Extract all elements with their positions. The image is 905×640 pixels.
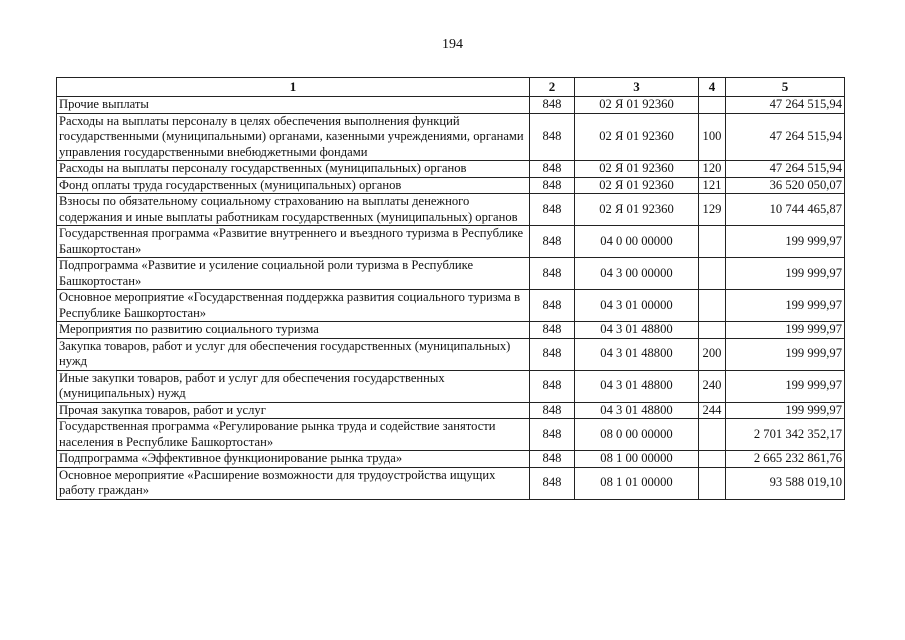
- row-name-cell: Подпрограмма «Развитие и усиление социальной роли туризма в Республике Башкортостан»: [57, 258, 530, 290]
- row-code-cell: 848: [530, 161, 575, 178]
- table-row: [57, 451, 845, 468]
- row-name-cell: Основное мероприятие «Государственная поддержка развития социального туризма в Республике Башкортостан»: [57, 290, 530, 322]
- row-amount-cell: 199 999,97: [726, 226, 845, 258]
- page-number: 194: [442, 37, 463, 52]
- row-code-cell: 848: [530, 322, 575, 339]
- row-section-cell: 04 3 01 00000: [575, 290, 699, 322]
- table-row: [57, 467, 845, 499]
- row-name-cell: Фонд оплаты труда государственных (муниципальных) органов: [57, 177, 530, 194]
- row-expense-type-cell: [699, 467, 726, 499]
- column-header-amount: 5: [726, 78, 845, 97]
- table-row: [57, 370, 845, 402]
- table-row: [57, 402, 845, 419]
- row-code-cell: 848: [530, 467, 575, 499]
- row-name-cell: Расходы на выплаты персоналу в целях обеспечения выполнения функций государственными (муниципальными) органами, казенными учреждениями, органами управления государственными внебюджетными фондами: [57, 113, 530, 161]
- row-name-cell: Прочая закупка товаров, работ и услуг: [57, 402, 530, 419]
- header-row: [57, 78, 845, 97]
- row-expense-type-cell: 120: [699, 161, 726, 178]
- column-header-expense-type: 4: [699, 78, 726, 97]
- row-name-cell: Прочие выплаты: [57, 97, 530, 114]
- table-row: [57, 258, 845, 290]
- row-code-cell: 848: [530, 451, 575, 468]
- row-amount-cell: 47 264 515,94: [726, 113, 845, 161]
- row-section-cell: 02 Я 01 92360: [575, 113, 699, 161]
- row-expense-type-cell: [699, 419, 726, 451]
- table-row: [57, 322, 845, 339]
- row-name-cell: Взносы по обязательному социальному страхованию на выплаты денежного содержания и иные выплаты работникам государственных (муниципальных) органов: [57, 194, 530, 226]
- table-row: [57, 338, 845, 370]
- row-name-cell: Государственная программа «Развитие внутреннего и въездного туризма в Республике Башкортостан»: [57, 226, 530, 258]
- row-section-cell: 04 3 01 48800: [575, 338, 699, 370]
- table-row: [57, 226, 845, 258]
- column-header-code: 2: [530, 78, 575, 97]
- row-expense-type-cell: [699, 226, 726, 258]
- row-code-cell: 848: [530, 194, 575, 226]
- row-section-cell: 04 3 00 00000: [575, 258, 699, 290]
- row-expense-type-cell: [699, 97, 726, 114]
- row-section-cell: 02 Я 01 92360: [575, 161, 699, 178]
- row-name-cell: Государственная программа «Регулирование рынка труда и содействие занятости населения в Республике Башкортостан»: [57, 419, 530, 451]
- row-section-cell: 02 Я 01 92360: [575, 194, 699, 226]
- row-code-cell: 848: [530, 258, 575, 290]
- table-row: [57, 194, 845, 226]
- row-expense-type-cell: 200: [699, 338, 726, 370]
- table-row: [57, 419, 845, 451]
- column-header-name: 1: [57, 78, 530, 97]
- row-name-cell: Расходы на выплаты персоналу государственных (муниципальных) органов: [57, 161, 530, 178]
- row-name-cell: Иные закупки товаров, работ и услуг для обеспечения государственных (муниципальных) нужд: [57, 370, 530, 402]
- row-amount-cell: 47 264 515,94: [726, 161, 845, 178]
- row-amount-cell: 2 701 342 352,17: [726, 419, 845, 451]
- row-amount-cell: 199 999,97: [726, 370, 845, 402]
- row-amount-cell: 36 520 050,07: [726, 177, 845, 194]
- table-row: [57, 290, 845, 322]
- row-code-cell: 848: [530, 402, 575, 419]
- row-amount-cell: 2 665 232 861,76: [726, 451, 845, 468]
- row-expense-type-cell: [699, 290, 726, 322]
- row-amount-cell: 10 744 465,87: [726, 194, 845, 226]
- row-section-cell: 04 3 01 48800: [575, 370, 699, 402]
- row-amount-cell: 93 588 019,10: [726, 467, 845, 499]
- row-section-cell: 02 Я 01 92360: [575, 177, 699, 194]
- row-code-cell: 848: [530, 97, 575, 114]
- row-expense-type-cell: 121: [699, 177, 726, 194]
- row-code-cell: 848: [530, 177, 575, 194]
- row-section-cell: 04 3 01 48800: [575, 402, 699, 419]
- row-amount-cell: 199 999,97: [726, 290, 845, 322]
- table-row: [57, 113, 845, 161]
- row-name-cell: Мероприятия по развитию социального туризма: [57, 322, 530, 339]
- row-section-cell: 08 0 00 00000: [575, 419, 699, 451]
- row-code-cell: 848: [530, 290, 575, 322]
- row-expense-type-cell: 244: [699, 402, 726, 419]
- row-name-cell: Закупка товаров, работ и услуг для обеспечения государственных (муниципальных) нужд: [57, 338, 530, 370]
- table-body: [57, 97, 845, 500]
- row-expense-type-cell: 100: [699, 113, 726, 161]
- row-amount-cell: 199 999,97: [726, 258, 845, 290]
- row-amount-cell: 199 999,97: [726, 322, 845, 339]
- table-row: [57, 177, 845, 194]
- table-row: [57, 97, 845, 114]
- row-section-cell: 08 1 00 00000: [575, 451, 699, 468]
- row-code-cell: 848: [530, 338, 575, 370]
- row-name-cell: Подпрограмма «Эффективное функционирование рынка труда»: [57, 451, 530, 468]
- table-row: [57, 161, 845, 178]
- row-section-cell: 02 Я 01 92360: [575, 97, 699, 114]
- row-name-cell: Основное мероприятие «Расширение возможности для трудоустройства ищущих работу граждан»: [57, 467, 530, 499]
- row-amount-cell: 199 999,97: [726, 338, 845, 370]
- row-code-cell: 848: [530, 419, 575, 451]
- row-code-cell: 848: [530, 226, 575, 258]
- row-section-cell: 04 3 01 48800: [575, 322, 699, 339]
- row-code-cell: 848: [530, 113, 575, 161]
- row-section-cell: 04 0 00 00000: [575, 226, 699, 258]
- row-expense-type-cell: [699, 322, 726, 339]
- budget-table: [56, 77, 845, 500]
- column-header-section: 3: [575, 78, 699, 97]
- row-code-cell: 848: [530, 370, 575, 402]
- row-section-cell: 08 1 01 00000: [575, 467, 699, 499]
- row-expense-type-cell: 240: [699, 370, 726, 402]
- row-expense-type-cell: 129: [699, 194, 726, 226]
- row-expense-type-cell: [699, 258, 726, 290]
- row-amount-cell: 199 999,97: [726, 402, 845, 419]
- row-expense-type-cell: [699, 451, 726, 468]
- row-amount-cell: 47 264 515,94: [726, 97, 845, 114]
